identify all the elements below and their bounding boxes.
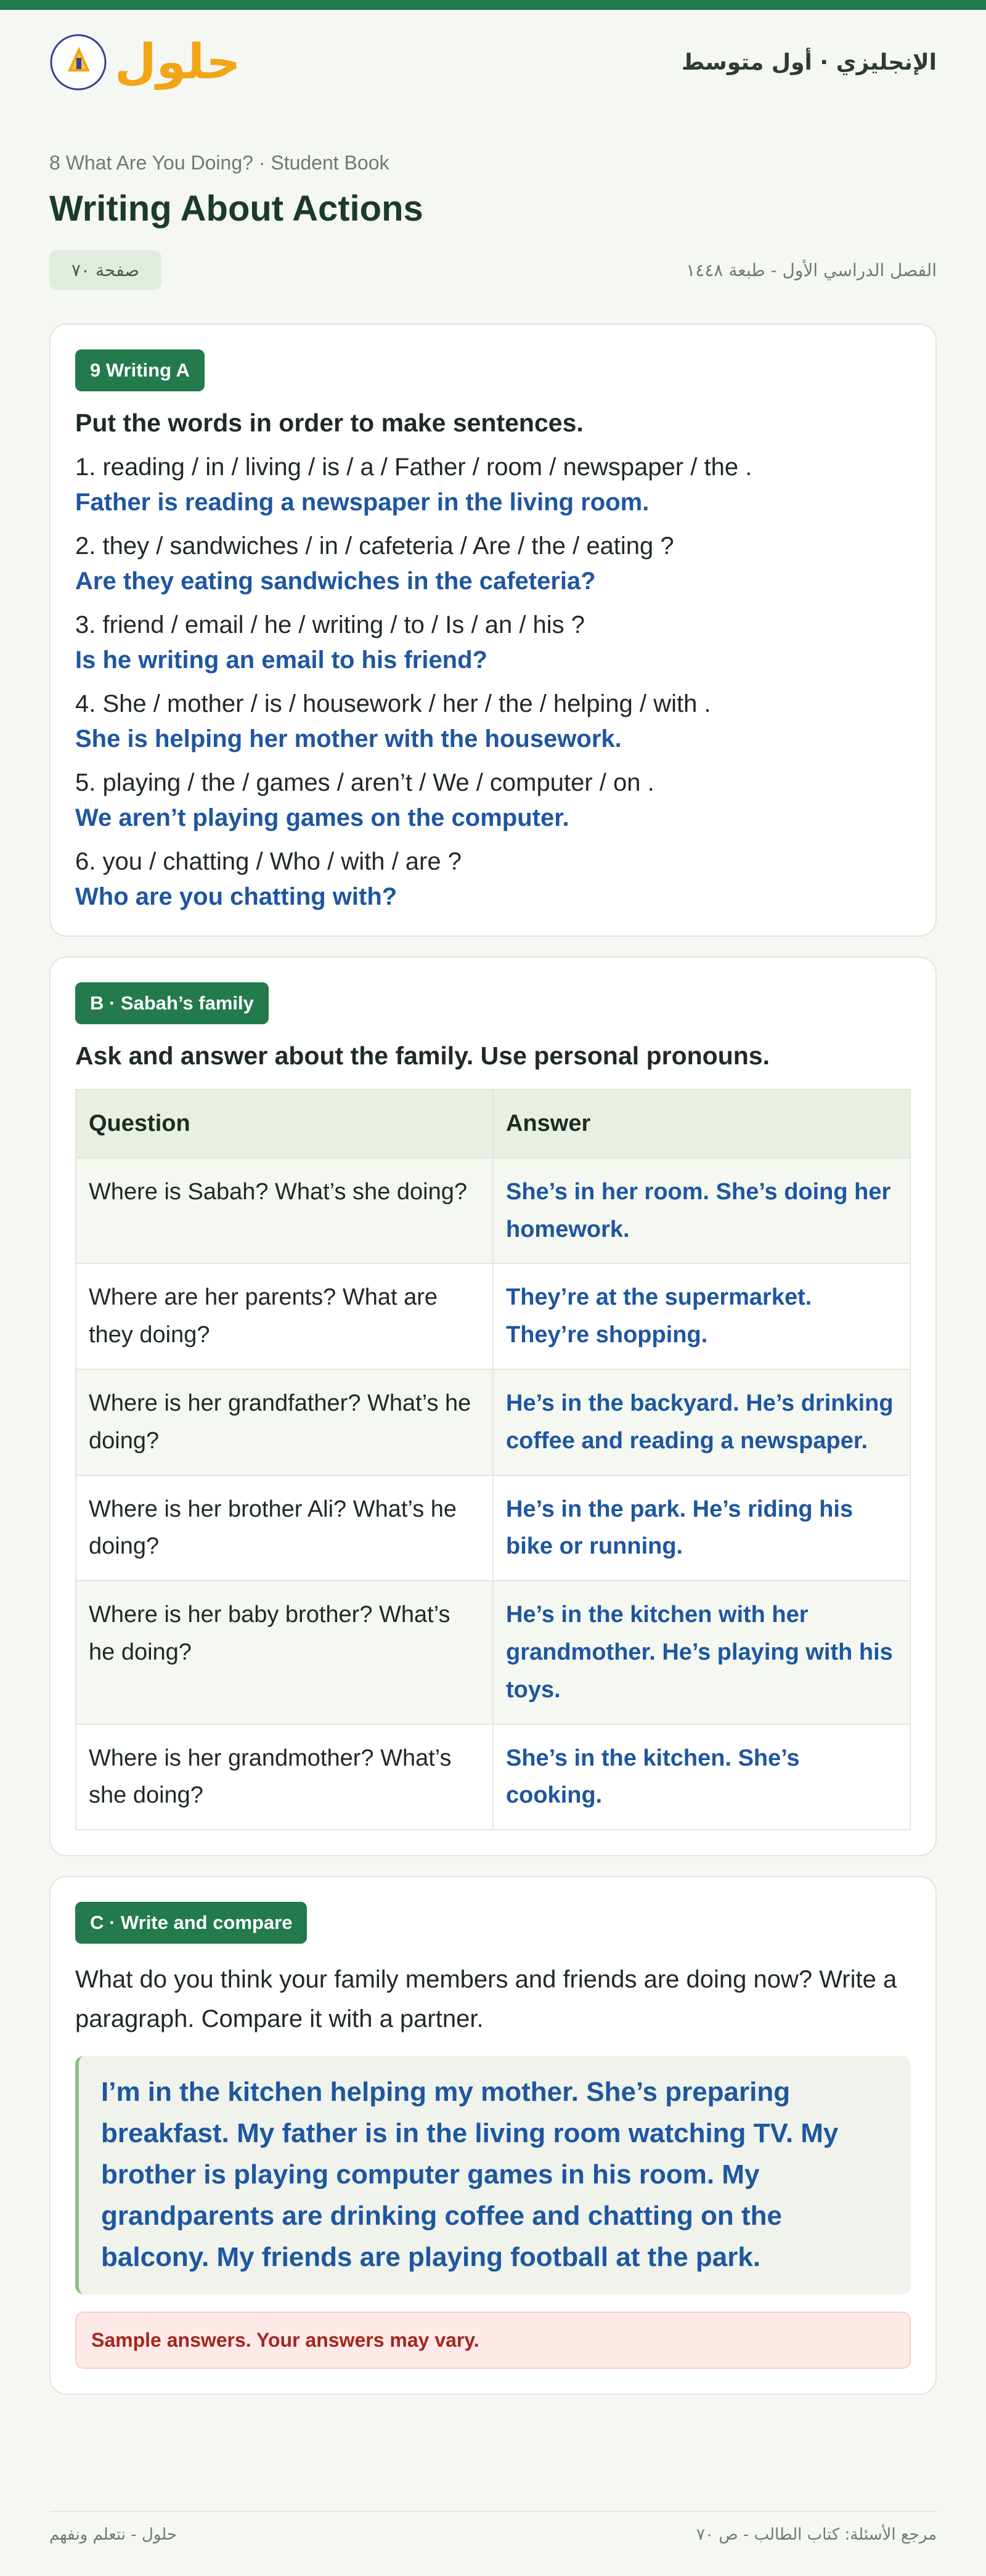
- table-answer-cell: He’s in the park. He’s riding his bike or running.: [493, 1475, 910, 1581]
- top-bar: [0, 0, 986, 10]
- exercise-item: [75, 454, 911, 516]
- section-a-card: [49, 324, 937, 937]
- footer-reference: مرجع الأسئلة: كتاب الطالب - ص ٧٠: [696, 2525, 937, 2544]
- section-a-tag: 9 Writing A: [75, 349, 205, 391]
- header: [0, 10, 986, 115]
- exercise-question: 4. She / mother / is / housework / her / the / helping / with .: [75, 690, 711, 717]
- footer-brand: حلول - نتعلم ونفهم: [49, 2525, 177, 2544]
- footer: [49, 2511, 937, 2544]
- exercise-item: [75, 532, 911, 595]
- table-answer-cell: They’re at the supermarket. They’re shopping.: [493, 1263, 910, 1369]
- table-answer-cell: She’s in the kitchen. She’s cooking.: [493, 1724, 910, 1830]
- exercise-answer: Who are you chatting with?: [75, 883, 397, 910]
- exercise-answer: Are they eating sandwiches in the cafeteria?: [75, 568, 596, 595]
- table-row: [76, 1158, 910, 1264]
- meta-row: [0, 250, 986, 290]
- table-answer-cell: He’s in the kitchen with her grandmother. He’s playing with his toys.: [493, 1581, 910, 1724]
- breadcrumb[interactable]: 8 What Are You Doing? · Student Book: [49, 152, 389, 174]
- table-row: [76, 1581, 910, 1724]
- section-c-card: [49, 1876, 937, 2394]
- exercise-answer: Is he writing an email to his friend?: [75, 646, 487, 674]
- table-row: [76, 1475, 910, 1581]
- page-badge: صفحة ٧٠: [49, 250, 161, 290]
- page-title: Writing About Actions: [49, 189, 423, 229]
- edition-label: الفصل الدراسي الأول - طبعة ١٤٤٨: [686, 260, 937, 280]
- table-question-cell: Where are her parents? What are they doing?: [76, 1263, 493, 1369]
- exercise-question: 1. reading / in / living / is / a / Father / room / newspaper / the .: [75, 454, 752, 481]
- sample-answer-note: Sample answers. Your answers may vary.: [75, 2312, 911, 2369]
- section-b-tag: B · Sabah’s family: [75, 982, 269, 1024]
- table-row: [76, 1369, 910, 1475]
- subject-title: الإنجليزي · أول متوسط: [681, 49, 937, 75]
- exercise-question: 2. they / sandwiches / in / cafeteria / Are / the / eating ?: [75, 532, 674, 560]
- exercise-item: [75, 848, 911, 911]
- table-question-cell: Where is her brother Ali? What’s he doing?: [76, 1475, 493, 1581]
- logo[interactable]: [49, 33, 241, 91]
- logo-emblem-icon: [49, 33, 107, 91]
- section-b-card: [49, 956, 937, 1856]
- exercise-answer: Father is reading a newspaper in the living room.: [75, 489, 650, 516]
- exercise-question: 6. you / chatting / Who / with / are ?: [75, 848, 462, 875]
- table-header-row: [76, 1090, 910, 1158]
- table-question-cell: Where is her grandfather? What’s he doing?: [76, 1369, 493, 1475]
- section-c-prompt: What do you think your family members and friends are doing now? Write a paragraph. Compare it with a partner.: [75, 1966, 897, 2033]
- exercise-item: [75, 611, 911, 674]
- column-header-question: Question: [76, 1090, 493, 1158]
- family-table: [75, 1089, 911, 1830]
- section-b-instruction: Ask and answer about the family. Use personal pronouns.: [75, 1041, 770, 1070]
- table-question-cell: Where is her baby brother? What’s he doing?: [76, 1581, 493, 1724]
- exercise-answer: She is helping her mother with the housework.: [75, 725, 622, 752]
- exercise-item: [75, 769, 911, 832]
- exercise-question: 3. friend / email / he / writing / to / Is / an / his ?: [75, 611, 585, 638]
- table-row: [76, 1263, 910, 1369]
- exercise-question: 5. playing / the / games / aren’t / We / computer / on .: [75, 769, 654, 796]
- exercise-item: [75, 690, 911, 753]
- logo-text: حلول: [115, 35, 241, 90]
- column-header-answer: Answer: [493, 1090, 910, 1158]
- table-answer-cell: He’s in the backyard. He’s drinking coffee and reading a newspaper.: [493, 1369, 910, 1475]
- table-answer-cell: She’s in her room. She’s doing her homework.: [493, 1158, 910, 1264]
- table-question-cell: Where is Sabah? What’s she doing?: [76, 1158, 493, 1264]
- section-a-instruction: Put the words in order to make sentences.: [75, 409, 584, 437]
- table-question-cell: Where is her grandmother? What’s she doing?: [76, 1724, 493, 1830]
- section-c-tag: C · Write and compare: [75, 1902, 307, 1944]
- sample-paragraph: I’m in the kitchen helping my mother. She’s preparing breakfast. My father is in the living room watching TV. My brother is playing computer games in his room. My grandparents are drinking coffee and chatting on the balcony. My friends are playing football at the park.: [75, 2056, 911, 2294]
- exercise-answer: We aren’t playing games on the computer.: [75, 804, 569, 831]
- table-row: [76, 1724, 910, 1830]
